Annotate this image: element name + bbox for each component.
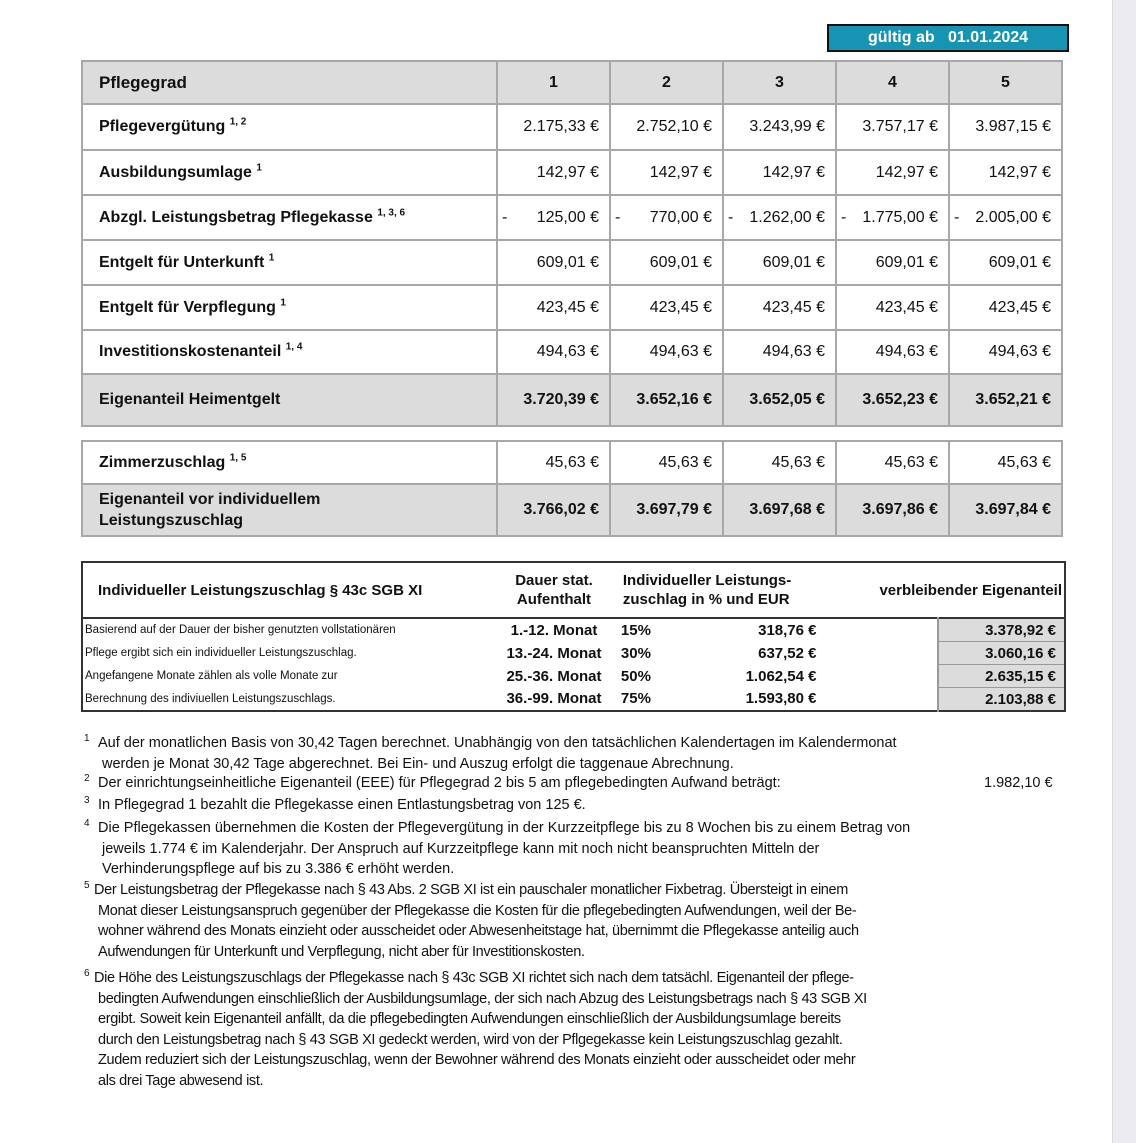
remaining: 2.635,15 € xyxy=(938,665,1065,688)
footnote-4: 4 Die Pflegekassen übernehmen die Kosten der Pflegevergütung in der Kurzzeitpflege bis zu 8 Wochen bis zu einem Betrag von jeweils 1.774 € im Kalenderjahr. Der Anspruch auf Kurzzeitpflege kann mit noch nicht beanspruchten Mitteln der Verhinderungspflege auf bis zu 3.386 € erhöht werden. xyxy=(84,818,911,877)
cell-value: 494,63 € xyxy=(497,330,610,374)
duration: 1.-12. Monat xyxy=(510,621,598,639)
footnote-ref: 1, 3, 6 xyxy=(377,207,406,219)
footnote-2: 2 Der einrichtungseinheitliche Eigenanteil (EEE) für Pflegegrad 2 bis 5 am pflegebedingten Aufwand beträgt: 1.982,10 € xyxy=(84,773,1064,794)
percent: 30% xyxy=(620,644,651,662)
table-row xyxy=(82,665,1065,688)
table-row xyxy=(82,618,1065,642)
cell-value: 3.243,99 € xyxy=(723,104,836,150)
cell-value: 494,63 € xyxy=(836,330,949,374)
viewer-side-panel xyxy=(1112,0,1136,1143)
row-label: Zimmerzuschlag xyxy=(99,453,226,471)
table-row xyxy=(82,285,1062,330)
percent: 15% xyxy=(620,621,651,639)
valid-from-badge xyxy=(827,24,1069,52)
cell-value: 423,45 € xyxy=(836,285,949,330)
remaining: 2.103,88 € xyxy=(938,688,1065,712)
table-row xyxy=(82,195,1062,240)
table-row xyxy=(82,642,1065,665)
duration: 25.-36. Monat xyxy=(506,667,602,685)
duration: 36.-99. Monat xyxy=(506,690,602,708)
table-row xyxy=(82,688,1065,712)
cell-value: 494,63 € xyxy=(723,330,836,374)
row-label: Investitionskostenanteil xyxy=(99,343,282,360)
surcharge-table xyxy=(81,440,1063,537)
cell-value: 3.652,21 € xyxy=(949,374,1062,426)
minus-sign: - xyxy=(841,208,847,226)
cell-value: 1.775,00 € xyxy=(862,208,938,226)
cell-value: 142,97 € xyxy=(610,150,723,195)
cell-value: 423,45 € xyxy=(723,285,836,330)
cell-value: 609,01 € xyxy=(497,240,610,285)
amount: 1.062,54 € xyxy=(745,667,817,685)
cell-value: 3.697,84 € xyxy=(949,484,1062,536)
cost-table xyxy=(81,60,1063,427)
row-label: Eigenanteil Heimentgelt xyxy=(82,374,497,426)
row-desc: Angefangene Monate zählen als volle Monate zur xyxy=(85,670,338,682)
cell-value: 2.005,00 € xyxy=(975,208,1051,226)
minus-sign: - xyxy=(502,208,508,226)
cell-value: 125,00 € xyxy=(536,208,599,226)
footnote-ref: 1, 4 xyxy=(285,341,303,353)
total-row xyxy=(82,484,1062,536)
ilz-title: Individueller Leistungszuschlag § 43c SGB XI xyxy=(98,581,423,599)
remaining: 3.060,16 € xyxy=(938,642,1065,665)
row-desc: Berechnung des indiviuellen Leistungszuschlags. xyxy=(85,692,336,705)
footnote-ref: 1 xyxy=(268,252,275,264)
minus-sign: - xyxy=(728,208,734,226)
minus-sign: - xyxy=(615,208,621,226)
cell-value: 3.697,79 € xyxy=(610,484,723,536)
amount: 1.593,80 € xyxy=(745,690,817,708)
footnote-ref: 1 xyxy=(280,297,286,309)
grade-3: 3 xyxy=(723,61,836,104)
header-pflegegrad: Pflegegrad xyxy=(82,61,497,104)
total-row xyxy=(82,374,1062,426)
cell-value: 3.652,23 € xyxy=(836,374,949,426)
table-row xyxy=(82,441,1062,484)
cell-value: 1.262,00 € xyxy=(749,208,825,226)
eee-value: 1.982,10 € xyxy=(984,775,1053,791)
cell-value: 494,63 € xyxy=(610,330,723,374)
cell-value: 45,63 € xyxy=(610,441,723,484)
individual-surcharge-table xyxy=(81,561,1066,712)
valid-from-label: gültig ab xyxy=(867,29,935,46)
row-label: Pflegevergütung xyxy=(99,118,226,135)
grade-5: 5 xyxy=(949,61,1062,104)
row-desc: Basierend auf der Dauer der bisher genutzten vollstationären xyxy=(85,624,396,637)
remaining: 3.378,92 € xyxy=(938,618,1065,642)
remaining-header: verbleibender Eigenanteil xyxy=(879,581,1062,599)
cell-value: 609,01 € xyxy=(836,240,949,285)
row-label-line2: Leistungszuschlag xyxy=(99,512,244,529)
cell-value: 142,97 € xyxy=(949,150,1062,195)
row-label: Entgelt für Verpflegung xyxy=(99,298,276,316)
cell-value: 3.720,39 € xyxy=(497,374,610,426)
amount: 318,76 € xyxy=(758,621,817,639)
row-desc: Pflege ergibt sich ein individueller Leistungszuschlag. xyxy=(85,647,357,659)
cell-value: 3.766,02 € xyxy=(497,484,610,536)
row-label: Eigenanteil vor individuellem xyxy=(99,491,321,508)
grade-4: 4 xyxy=(836,61,949,104)
cell-value: 45,63 € xyxy=(949,441,1062,484)
cell-value: 142,97 € xyxy=(836,150,949,195)
amount: 637,52 € xyxy=(758,644,817,662)
footnote-ref: 1, 2 xyxy=(229,116,247,128)
footnote-1: 1 Auf der monatlichen Basis von 30,42 Tagen berechnet. Unabhängig von den tatsächlichen Kalendertagen im Kalendermonat werden je Monat 30,42 Tage abgerechnet. Bei Ein- und Auszug erfolgt die taggenaue Abrechnung. xyxy=(84,733,897,772)
cell-value: 45,63 € xyxy=(836,441,949,484)
row-label: Abzgl. Leistungsbetrag Pflegekasse xyxy=(99,208,373,226)
table-row xyxy=(82,150,1062,195)
table-header-row xyxy=(82,61,1062,104)
cell-value: 142,97 € xyxy=(497,150,610,195)
footnote-6: 6 Die Höhe des Leistungszuschlags der Pflegekasse nach § 43c SGB XI richtet sich nach dem tatsächl. Eigenanteil der pflege- bedingten Aufwendungen einschließlich der Ausbildungsumlage, der sich nach Abzug des Leistungsbetrags nach § 43 SGB XI ergibt. Soweit kein Eigenanteil anfällt, da die pflegebedingten Aufwendungen einschließlich der Ausbildungsumlage bereits durch den Leistungsbetrag nach § 43 SGB XI gedeckt werden, wird von der Pflgegekasse kein Leistungszuschlag gezahlt. Zudem reduziert sich der Leistungszuschlag, wenn der Bewohner während des Monats einzieht oder ausscheidet oder mehr als drei Tage abwesend ist. xyxy=(84,968,867,1089)
footnote-ref: 1 xyxy=(256,162,262,174)
table-row xyxy=(82,104,1062,150)
table-row xyxy=(82,330,1062,374)
cell-value: 45,63 € xyxy=(497,441,610,484)
cell-value: 770,00 € xyxy=(649,208,712,226)
grade-1: 1 xyxy=(497,61,610,104)
cell-value: 494,63 € xyxy=(949,330,1062,374)
minus-sign: - xyxy=(954,208,960,226)
percent: 50% xyxy=(620,667,651,685)
cell-value: 45,63 € xyxy=(723,441,836,484)
cell-value: 2.175,33 € xyxy=(497,104,610,150)
valid-from-date: 01.01.2024 xyxy=(947,29,1029,46)
cell-value: 3.697,68 € xyxy=(723,484,836,536)
table-header-row: Individueller Leistungszuschlag § 43c SGB XI Dauer stat. Aufenthalt Individueller Leistungs- zuschlag in % und EUR verbleibender Eigenanteil xyxy=(82,562,1065,618)
duration: 13.-24. Monat xyxy=(506,644,602,662)
cell-value: 423,45 € xyxy=(610,285,723,330)
cell-value: 423,45 € xyxy=(949,285,1062,330)
cell-value: 609,01 € xyxy=(949,240,1062,285)
footnote-ref: 1, 5 xyxy=(229,452,247,464)
cell-value: 3.757,17 € xyxy=(836,104,949,150)
duration-header: Dauer stat. xyxy=(515,572,593,589)
cell-value: 142,97 € xyxy=(723,150,836,195)
footnote-5: 5 Der Leistungsbetrag der Pflegekasse nach § 43 Abs. 2 SGB XI ist ein pauschaler monatlicher Fixbetrag. Übersteigt in einem Monat dieser Leistungsanspruch gegenüber der Pflegekasse die Kosten für die pflegebedingten Aufwendungen, weil der Be- wohner während des Monats einzieht oder ausscheidet oder Abwesenheitstage hat, übernimmt die Pflegekasse anteilig auch Aufwendungen für Unterkunft und Verpflegung, nicht aber für Investitionskosten. xyxy=(84,880,859,960)
cell-value: 609,01 € xyxy=(723,240,836,285)
cell-value: 3.652,16 € xyxy=(610,374,723,426)
footnote-3: 3 In Pflegegrad 1 bezahlt die Pflegekasse einen Entlastungsbetrag von 125 €. xyxy=(84,795,586,813)
cell-value: 609,01 € xyxy=(610,240,723,285)
row-label: Entgelt für Unterkunft xyxy=(99,253,265,271)
cell-value: 3.697,86 € xyxy=(836,484,949,536)
surcharge-header: Individueller Leistungs- xyxy=(622,572,792,589)
cell-value: 2.752,10 € xyxy=(610,104,723,150)
cell-value: 3.652,05 € xyxy=(723,374,836,426)
grade-2: 2 xyxy=(610,61,723,104)
row-label: Ausbildungsumlage xyxy=(99,163,252,181)
table-row xyxy=(82,240,1062,285)
cell-value: 3.987,15 € xyxy=(949,104,1062,150)
cell-value: 423,45 € xyxy=(497,285,610,330)
percent: 75% xyxy=(620,690,651,708)
